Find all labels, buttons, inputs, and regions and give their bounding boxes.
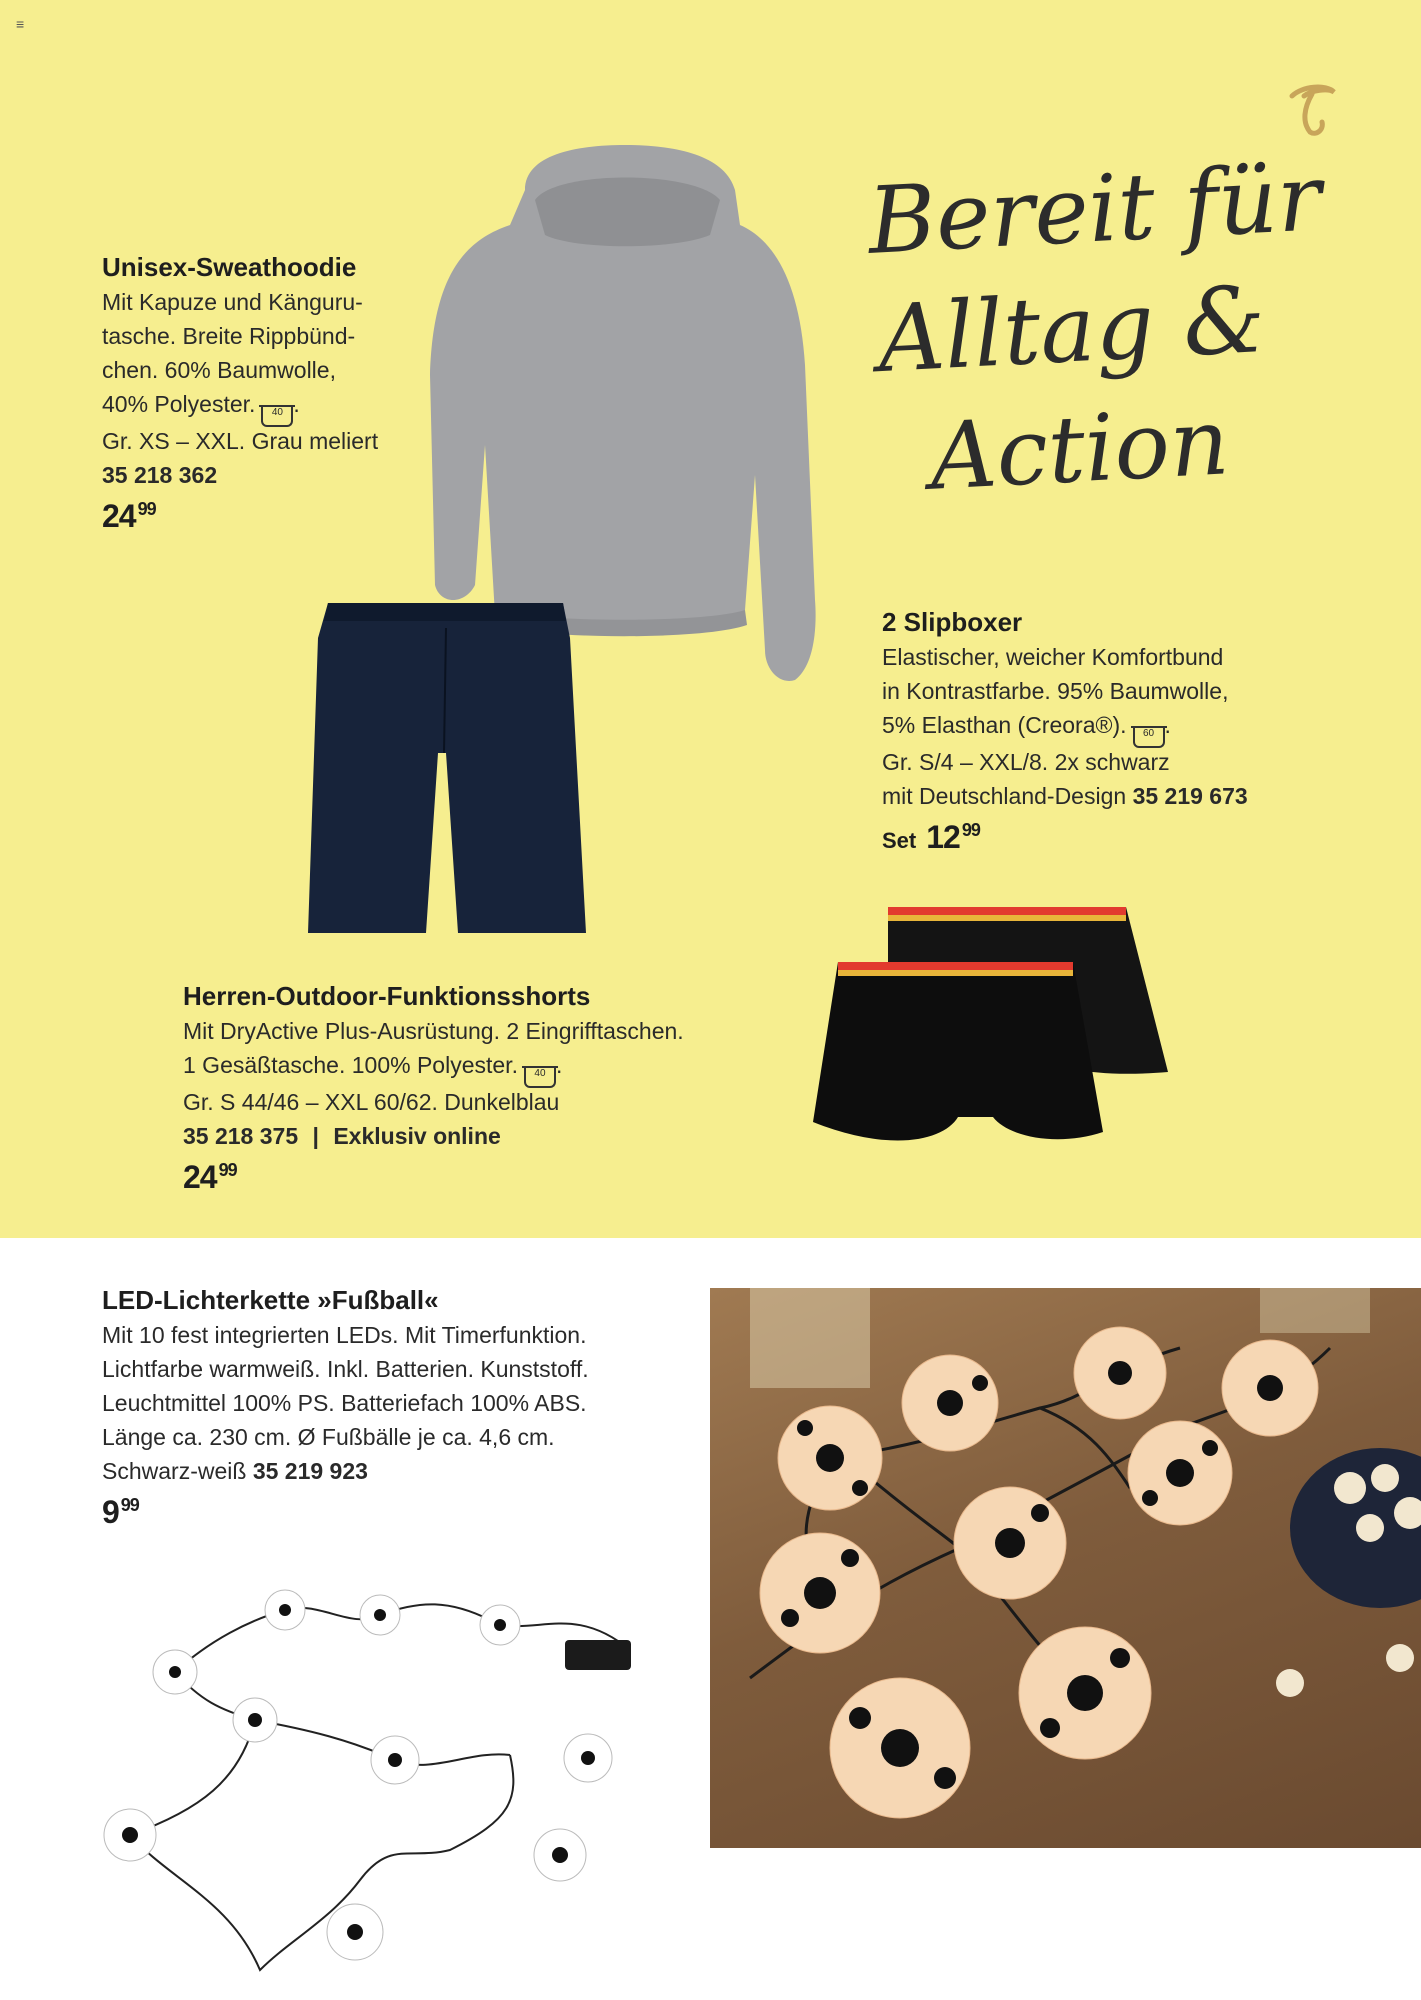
hoodie-line: Mit Kapuze und Känguru- — [102, 289, 363, 315]
hoodie-line: 40% Polyester. — [102, 391, 256, 417]
hoodie-line: tasche. Breite Rippbünd- — [102, 323, 356, 349]
hoodie-price: 24 $^{99}$ — [102, 498, 156, 534]
slipboxer-line: in Kontrastfarbe. 95% Baumwolle, — [882, 678, 1229, 704]
lights-line: Länge ca. 230 cm. Ø Fußbälle je ca. 4,6 cm. — [102, 1424, 555, 1450]
slipboxer-line: 5% Elasthan (Creora®). — [882, 712, 1127, 738]
tchibo-logo-icon — [1282, 78, 1344, 140]
shorts-title: Herren-Outdoor-Funktionsshorts — [183, 981, 591, 1011]
slipboxer-title: 2 Slipboxer — [882, 607, 1023, 637]
lights-text — [102, 1285, 589, 1531]
shorts-line: 1 Gesäßtasche. 100% Polyester. — [183, 1052, 518, 1078]
slipboxer-text: 2 Slipboxer Elastischer, weicher Komfortbund in Kontrastfarbe. 95% Baumwolle, 5% Elasthan (Creora®). 60 . Gr. S/4 – XXL/8. 2x schwarz mit Deutschland-Design 35 219 673 Set 12 $^{99}$ — [882, 607, 1248, 855]
lights-title: LED-Lichterkette »Fußball« — [102, 1285, 439, 1315]
headline-line-3: Action — [927, 388, 1232, 511]
shorts-text: Herren-Outdoor-Funktionsshorts Mit DryActive Plus-Ausrüstung. 2 Eingrifftaschen. 1 Gesäßtasche. 100% Polyester. 40 . Gr. S 44/46 – XXL 60/62. Dunkelblau 35 218 375 | Exklusiv online 24 $^{99}$ — [183, 981, 684, 1195]
lights-line: Lichtfarbe warmweiß. Inkl. Batterien. Kunststoff. — [102, 1356, 589, 1382]
shorts-price: 24 $^{99}$ — [183, 1159, 237, 1195]
hoodie-line: chen. 60% Baumwolle, — [102, 357, 336, 383]
wash-icon: 40 — [524, 1066, 556, 1088]
slipboxer-line: Elastischer, weicher Komfortbund — [882, 644, 1224, 670]
slipboxer-image — [808, 902, 1178, 1162]
wash-icon: 40 — [261, 405, 293, 427]
slipboxer-price: Set 12 $^{99}$ — [882, 819, 980, 855]
headline-line-2: Alltag & — [875, 265, 1268, 394]
battery-box — [565, 1640, 631, 1670]
shorts-line: Mit DryActive Plus-Ausrüstung. 2 Eingrifftaschen. — [183, 1018, 684, 1044]
hoodie-text: Unisex-Sweathoodie Mit Kapuze und Känguru- tasche. Breite Rippbünd- chen. 60% Baumwolle, 40% Polyester. 40 . Gr. XS – XXL. Grau meliert 35 218 362 24 $^{99}$ — [102, 252, 379, 534]
lights-price: 9 $^{99}$ — [102, 1494, 139, 1530]
light-chain-image — [90, 1560, 690, 1990]
hoodie-title: Unisex-Sweathoodie — [102, 252, 357, 282]
slipboxer-line: Gr. S/4 – XXL/8. 2x schwarz — [882, 749, 1170, 775]
shorts-line: Gr. S 44/46 – XXL 60/62. Dunkelblau — [183, 1089, 560, 1115]
lights-line: Mit 10 fest integrierten LEDs. Mit Timerfunktion. — [102, 1322, 587, 1348]
slipboxer-line: mit Deutschland-Design — [882, 783, 1127, 809]
headline-line-1: Bereit für — [865, 144, 1324, 275]
lifestyle-photo — [710, 1288, 1421, 1848]
slipboxer-article-number: 35 219 673 — [1132, 783, 1248, 809]
shorts-online-note: Exklusiv online — [333, 1123, 501, 1149]
wash-icon: 60 — [1133, 726, 1165, 748]
hoodie-line: Gr. XS – XXL. Grau meliert — [102, 428, 379, 454]
menu-icon[interactable]: ≡ — [16, 16, 25, 32]
lights-line: Leuchtmittel 100% PS. Batteriefach 100% ABS. — [102, 1390, 587, 1416]
shorts-image — [308, 603, 588, 933]
hoodie-article-number: 35 218 362 — [102, 462, 218, 488]
shorts-article-number: 35 218 375 — [183, 1123, 299, 1149]
lights-article-number: 35 219 923 — [252, 1458, 368, 1484]
lights-line: Schwarz-weiß — [102, 1458, 247, 1484]
